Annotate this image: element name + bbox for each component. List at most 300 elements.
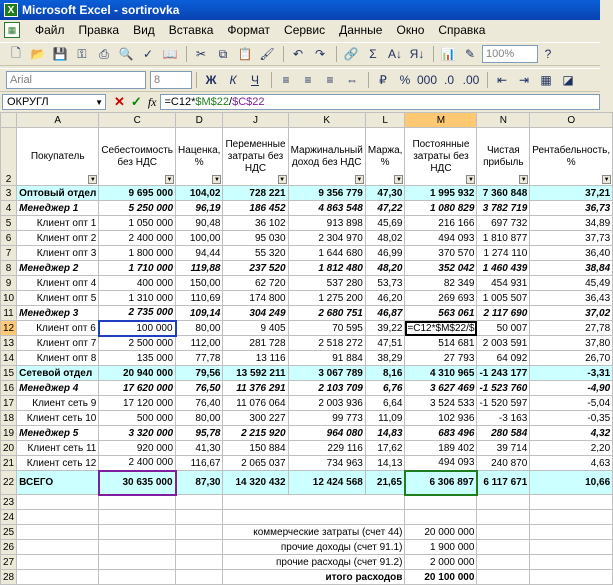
cell-margin-pct[interactable]: 47,22 (365, 201, 405, 216)
cell-net-profit[interactable]: 240 870 (477, 456, 530, 471)
cell-net-profit[interactable]: 697 732 (477, 216, 530, 231)
cell-margin-income[interactable]: 9 356 779 (288, 186, 365, 201)
cell-net-profit[interactable]: 2 117 690 (477, 306, 530, 321)
row-header[interactable]: 5 (1, 216, 17, 231)
cell-buyer[interactable]: Клиент сеть 9 (17, 396, 99, 411)
cell-empty[interactable] (99, 495, 176, 510)
merge-center-icon[interactable]: ⇔ (346, 73, 358, 87)
row-header[interactable]: 8 (1, 261, 17, 276)
cell-buyer[interactable]: Клиент сеть 11 (17, 441, 99, 456)
sort-descending-icon[interactable]: Я↓ (409, 47, 425, 61)
cell-cost[interactable]: 500 000 (99, 411, 176, 426)
filter-dropdown-icon[interactable]: ▼ (166, 177, 173, 183)
cell-profitability[interactable]: 4,32 (530, 426, 613, 441)
cell-margin-income[interactable]: 2 304 970 (288, 231, 365, 246)
menu-help[interactable]: Справка (438, 23, 486, 37)
summary-label[interactable] (223, 495, 405, 510)
column-header-l[interactable]: L (365, 113, 405, 128)
cell-markup[interactable]: 109,14 (176, 306, 223, 321)
increase-decimal-icon[interactable]: .0 (443, 73, 454, 87)
cell-empty[interactable] (477, 540, 530, 555)
row-header[interactable]: 15 (1, 366, 17, 381)
cell-profitability[interactable]: -4,90 (530, 381, 613, 396)
cell-empty[interactable] (176, 510, 223, 525)
cell-variable-costs[interactable]: 2 215 920 (223, 426, 288, 441)
cell-variable-costs[interactable]: 11 076 064 (223, 396, 288, 411)
row-header[interactable]: 26 (1, 540, 17, 555)
cell-buyer[interactable]: Менеджер 3 (17, 306, 99, 321)
column-header-m[interactable]: M (405, 113, 477, 128)
cell-buyer[interactable]: Менеджер 5 (17, 426, 99, 441)
cell-empty[interactable] (17, 495, 99, 510)
cell-fixed-costs[interactable]: 189 402 (405, 441, 477, 456)
cell-markup[interactable]: 150,00 (176, 276, 223, 291)
filter-dropdown-icon[interactable]: ▼ (213, 177, 220, 183)
cell-fixed-costs[interactable]: 102 936 (405, 411, 477, 426)
cell-markup[interactable]: 95,78 (176, 426, 223, 441)
percent-icon[interactable]: % (399, 73, 411, 87)
cell-net-profit[interactable]: 64 092 (477, 351, 530, 366)
chevron-down-icon[interactable]: ▼ (95, 97, 103, 107)
cell-margin-pct[interactable]: 46,99 (365, 246, 405, 261)
cell-margin-income[interactable]: 91 884 (288, 351, 365, 366)
cell-buyer[interactable]: Клиент опт 3 (17, 246, 99, 261)
paste-icon[interactable]: 📋 (237, 47, 253, 61)
cell-buyer[interactable]: ВСЕГО (17, 471, 99, 495)
cell-cost[interactable]: 2 400 000 (99, 231, 176, 246)
cell-empty[interactable] (99, 525, 176, 540)
cell-buyer[interactable]: Оптовый отдел (17, 186, 99, 201)
cell-net-profit[interactable]: 3 782 719 (477, 201, 530, 216)
row-header[interactable]: 9 (1, 276, 17, 291)
cell-net-profit[interactable]: -1 243 177 (477, 366, 530, 381)
column-header-j[interactable]: J (223, 113, 288, 128)
row-header[interactable]: 2 (1, 128, 17, 186)
row-header[interactable]: 28 (1, 570, 17, 585)
cell-markup[interactable]: 77,78 (176, 351, 223, 366)
workbook-icon[interactable]: ▦ (4, 22, 20, 38)
cell-fixed-costs[interactable]: 4 310 965 (405, 366, 477, 381)
cell-profitability[interactable]: 38,84 (530, 261, 613, 276)
cell-markup[interactable]: 41,30 (176, 441, 223, 456)
print-icon[interactable]: ⎙ (99, 46, 109, 61)
cell-fixed-costs[interactable]: 269 693 (405, 291, 477, 306)
cell-markup[interactable]: 80,00 (176, 321, 223, 336)
cell-net-profit[interactable]: -1 523 760 (477, 381, 530, 396)
filter-dropdown-icon[interactable]: ▼ (520, 177, 527, 183)
cell-margin-income[interactable]: 1 812 480 (288, 261, 365, 276)
cell-empty[interactable] (530, 540, 613, 555)
cell-fixed-costs[interactable]: 3 524 533 (405, 396, 477, 411)
help-icon[interactable]: ? (544, 47, 552, 61)
cell-empty[interactable] (176, 570, 223, 585)
cell-cost[interactable]: 20 940 000 (99, 366, 176, 381)
cell-cost[interactable]: 400 000 (99, 276, 176, 291)
cell-markup[interactable]: 79,56 (176, 366, 223, 381)
cell-fixed-costs[interactable]: 216 166 (405, 216, 477, 231)
cell-markup[interactable]: 110,69 (176, 291, 223, 306)
cell-empty[interactable] (477, 510, 530, 525)
new-icon[interactable]: 🗋 (11, 45, 21, 60)
italic-icon[interactable]: К (229, 73, 237, 87)
cell-net-profit[interactable]: 1 460 439 (477, 261, 530, 276)
menu-data[interactable]: Данные (339, 23, 383, 37)
undo-icon[interactable]: ↶ (292, 47, 304, 61)
cell-variable-costs[interactable]: 62 720 (223, 276, 288, 291)
cell-variable-costs[interactable]: 14 320 432 (223, 471, 288, 495)
filter-dropdown-icon[interactable]: ▼ (603, 177, 610, 183)
cell-net-profit[interactable]: 50 007 (477, 321, 530, 336)
row-header[interactable]: 16 (1, 381, 17, 396)
open-icon[interactable]: 📂 (30, 47, 46, 61)
spelling-icon[interactable]: ✓ (142, 47, 154, 61)
save-icon[interactable]: 💾 (52, 47, 68, 61)
cell-variable-costs[interactable]: 304 249 (223, 306, 288, 321)
cell-empty[interactable] (477, 525, 530, 540)
summary-value[interactable]: 1 900 000 (405, 540, 477, 555)
cell-margin-pct[interactable]: 39,22 (365, 321, 405, 336)
menu-file[interactable]: Файл (35, 23, 65, 37)
cell-profitability[interactable]: 27,78 (530, 321, 613, 336)
cell-profitability[interactable]: 37,80 (530, 336, 613, 351)
cell-buyer[interactable]: Менеджер 4 (17, 381, 99, 396)
cell-margin-income[interactable]: 3 067 789 (288, 366, 365, 381)
menu-window[interactable]: Окно (396, 23, 425, 37)
cell-profitability[interactable]: 36,43 (530, 291, 613, 306)
cell-margin-pct[interactable]: 14,83 (365, 426, 405, 441)
cell-profitability[interactable]: 2,20 (530, 441, 613, 456)
cell-cost[interactable]: 5 250 000 (99, 201, 176, 216)
cell-profitability[interactable]: 37,73 (530, 231, 613, 246)
cell-margin-income[interactable]: 1 275 200 (288, 291, 365, 306)
cell-cost[interactable]: 2 735 000 (99, 306, 176, 321)
cut-icon[interactable]: ✂ (195, 47, 207, 61)
enter-icon[interactable]: ✓ (130, 94, 142, 109)
cell-margin-income[interactable]: 2 103 709 (288, 381, 365, 396)
cell-margin-pct[interactable]: 17,62 (365, 441, 405, 456)
cell-empty[interactable] (477, 570, 530, 585)
cell-variable-costs[interactable]: 281 728 (223, 336, 288, 351)
summary-value[interactable] (405, 495, 477, 510)
cell-cost[interactable]: 3 320 000 (99, 426, 176, 441)
cell-buyer[interactable]: Клиент опт 2 (17, 231, 99, 246)
row-header[interactable]: 25 (1, 525, 17, 540)
cell-margin-income[interactable]: 2 680 751 (288, 306, 365, 321)
cell-margin-pct[interactable]: 11,09 (365, 411, 405, 426)
align-right-icon[interactable]: ≡ (326, 73, 334, 87)
cell-margin-income[interactable]: 4 863 548 (288, 201, 365, 216)
cell-markup[interactable]: 116,67 (176, 456, 223, 471)
row-header[interactable]: 3 (1, 186, 17, 201)
cell-markup[interactable]: 112,00 (176, 336, 223, 351)
cell-fixed-costs[interactable]: =C12*$M$22/$ (405, 321, 477, 336)
cell-buyer[interactable]: Клиент сеть 10 (17, 411, 99, 426)
chart-wizard-icon[interactable]: 📊 (440, 47, 456, 61)
row-header[interactable]: 4 (1, 201, 17, 216)
menu-view[interactable]: Вид (133, 23, 155, 37)
cell-markup[interactable]: 80,00 (176, 411, 223, 426)
format-painter-icon[interactable]: 🖌 (259, 47, 275, 61)
row-header[interactable]: 14 (1, 351, 17, 366)
cell-fixed-costs[interactable]: 514 681 (405, 336, 477, 351)
column-header-o[interactable]: O (530, 113, 613, 128)
cell-buyer[interactable]: Клиент опт 1 (17, 216, 99, 231)
menu-insert[interactable]: Вставка (168, 23, 214, 37)
underline-icon[interactable]: Ч (251, 73, 259, 87)
cell-margin-pct[interactable]: 46,87 (365, 306, 405, 321)
summary-label[interactable]: прочие доходы (счет 91.1) (223, 540, 405, 555)
bold-icon[interactable]: Ж (205, 73, 217, 87)
formula-input[interactable] (160, 94, 600, 110)
cell-empty[interactable] (176, 495, 223, 510)
cell-variable-costs[interactable]: 150 884 (223, 441, 288, 456)
cell-markup[interactable]: 76,40 (176, 396, 223, 411)
cell-empty[interactable] (530, 555, 613, 570)
summary-value[interactable]: 20 100 000 (405, 570, 477, 585)
cell-profitability[interactable]: 37,02 (530, 306, 613, 321)
cell-variable-costs[interactable]: 728 221 (223, 186, 288, 201)
cell-markup[interactable]: 76,50 (176, 381, 223, 396)
cell-buyer[interactable]: Клиент опт 7 (17, 336, 99, 351)
cell-buyer[interactable]: Клиент опт 8 (17, 351, 99, 366)
summary-label[interactable] (223, 510, 405, 525)
cell-net-profit[interactable]: 1 810 877 (477, 231, 530, 246)
cell-cost[interactable]: 135 000 (99, 351, 176, 366)
summary-label[interactable]: прочие расходы (счет 91.2) (223, 555, 405, 570)
cell-margin-income[interactable]: 70 595 (288, 321, 365, 336)
row-header[interactable]: 12 (1, 321, 17, 336)
cell-net-profit[interactable]: 6 117 671 (477, 471, 530, 495)
cell-variable-costs[interactable]: 13 116 (223, 351, 288, 366)
cell-empty[interactable] (530, 570, 613, 585)
font-name-select[interactable]: Arial (6, 71, 146, 89)
cell-margin-income[interactable]: 537 280 (288, 276, 365, 291)
cell-margin-pct[interactable]: 53,73 (365, 276, 405, 291)
cell-empty[interactable] (17, 525, 99, 540)
hyperlink-icon[interactable]: 🔗 (343, 47, 359, 61)
cell-variable-costs[interactable]: 13 592 211 (223, 366, 288, 381)
cell-empty[interactable] (99, 540, 176, 555)
cell-buyer[interactable]: Клиент опт 5 (17, 291, 99, 306)
filter-dropdown-icon[interactable]: ▼ (467, 177, 474, 183)
row-header[interactable]: 21 (1, 456, 17, 471)
row-header[interactable]: 6 (1, 231, 17, 246)
summary-label[interactable]: коммерческие затраты (счет 44) (223, 525, 405, 540)
redo-icon[interactable]: ↷ (314, 47, 326, 61)
cell-margin-income[interactable]: 229 116 (288, 441, 365, 456)
cell-net-profit[interactable]: 2 003 591 (477, 336, 530, 351)
cell-variable-costs[interactable]: 95 030 (223, 231, 288, 246)
cell-cost[interactable]: 2 500 000 (99, 336, 176, 351)
borders-icon[interactable]: ▦ (540, 73, 552, 87)
cell-variable-costs[interactable]: 11 376 291 (223, 381, 288, 396)
row-header[interactable]: 24 (1, 510, 17, 525)
cell-margin-income[interactable]: 964 080 (288, 426, 365, 441)
cell-net-profit[interactable]: 1 274 110 (477, 246, 530, 261)
column-header-c[interactable]: C (99, 113, 176, 128)
cell-margin-income[interactable]: 12 424 568 (288, 471, 365, 495)
cell-margin-pct[interactable]: 46,20 (365, 291, 405, 306)
column-header-n[interactable]: N (477, 113, 530, 128)
cell-fixed-costs[interactable]: 82 349 (405, 276, 477, 291)
cell-fixed-costs[interactable]: 683 496 (405, 426, 477, 441)
cell-empty[interactable] (176, 525, 223, 540)
cell-profitability[interactable]: 10,66 (530, 471, 613, 495)
align-center-icon[interactable]: ≡ (304, 73, 312, 87)
row-header[interactable]: 23 (1, 495, 17, 510)
summary-value[interactable] (405, 510, 477, 525)
cell-variable-costs[interactable]: 186 452 (223, 201, 288, 216)
print-preview-icon[interactable]: 🔍 (118, 47, 134, 61)
cell-fixed-costs[interactable]: 494 093 (405, 456, 477, 471)
cell-margin-pct[interactable]: 47,30 (365, 186, 405, 201)
select-all-corner[interactable] (1, 113, 17, 128)
menu-edit[interactable]: Правка (78, 23, 120, 37)
cell-profitability[interactable]: -3,31 (530, 366, 613, 381)
cell-variable-costs[interactable]: 9 405 (223, 321, 288, 336)
filter-dropdown-icon[interactable]: ▼ (279, 177, 286, 183)
cell-fixed-costs[interactable]: 494 093 (405, 231, 477, 246)
cell-margin-pct[interactable]: 14,13 (365, 456, 405, 471)
row-header[interactable]: 7 (1, 246, 17, 261)
align-left-icon[interactable]: ≡ (282, 73, 290, 87)
permission-icon[interactable]: ⚿ (77, 46, 87, 61)
cell-cost[interactable]: 9 695 000 (99, 186, 176, 201)
filter-dropdown-icon[interactable]: ▼ (395, 177, 402, 183)
cell-markup[interactable]: 96,19 (176, 201, 223, 216)
decrease-indent-icon[interactable]: ⇤ (496, 73, 508, 87)
cell-net-profit[interactable]: 1 005 507 (477, 291, 530, 306)
cell-profitability[interactable]: -0,35 (530, 411, 613, 426)
cell-empty[interactable] (530, 510, 613, 525)
cell-margin-pct[interactable]: 47,51 (365, 336, 405, 351)
row-header[interactable]: 27 (1, 555, 17, 570)
row-header[interactable]: 17 (1, 396, 17, 411)
menu-tools[interactable]: Сервис (284, 23, 326, 37)
cell-markup[interactable]: 87,30 (176, 471, 223, 495)
cell-margin-income[interactable]: 2 003 936 (288, 396, 365, 411)
row-header[interactable]: 18 (1, 411, 17, 426)
decrease-decimal-icon[interactable]: .00 (462, 73, 480, 87)
summary-label[interactable]: итого расходов (223, 570, 405, 585)
cell-buyer[interactable]: Клиент опт 6 (17, 321, 99, 336)
cell-fixed-costs[interactable]: 370 570 (405, 246, 477, 261)
cell-markup[interactable]: 104,02 (176, 186, 223, 201)
cell-net-profit[interactable]: 280 584 (477, 426, 530, 441)
cell-empty[interactable] (530, 525, 613, 540)
column-header-d[interactable]: D (176, 113, 223, 128)
cell-empty[interactable] (99, 555, 176, 570)
row-header[interactable]: 19 (1, 426, 17, 441)
name-box[interactable] (2, 94, 106, 110)
cell-profitability[interactable]: 4,63 (530, 456, 613, 471)
cell-empty[interactable] (17, 570, 99, 585)
cell-cost[interactable]: 30 635 000 (99, 471, 176, 495)
row-header[interactable]: 22 (1, 471, 17, 495)
cell-fixed-costs[interactable]: 563 061 (405, 306, 477, 321)
cell-net-profit[interactable]: 7 360 848 (477, 186, 530, 201)
cell-profitability[interactable]: -5,04 (530, 396, 613, 411)
cell-cost[interactable]: 2 400 000 (99, 456, 176, 471)
filter-dropdown-icon[interactable]: ▼ (356, 177, 363, 183)
cell-markup[interactable]: 119,88 (176, 261, 223, 276)
row-header[interactable]: 13 (1, 336, 17, 351)
cell-fixed-costs[interactable]: 6 306 897 (405, 471, 477, 495)
cancel-icon[interactable]: ✕ (114, 94, 125, 109)
cell-cost[interactable]: 17 120 000 (99, 396, 176, 411)
cell-margin-pct[interactable]: 8,16 (365, 366, 405, 381)
cell-variable-costs[interactable]: 36 102 (223, 216, 288, 231)
copy-icon[interactable]: ⧉ (218, 46, 228, 61)
cell-variable-costs[interactable]: 237 520 (223, 261, 288, 276)
cell-cost[interactable]: 1 050 000 (99, 216, 176, 231)
cell-profitability[interactable]: 36,73 (530, 201, 613, 216)
cell-margin-pct[interactable]: 6,76 (365, 381, 405, 396)
currency-icon[interactable]: ₽ (379, 73, 387, 87)
menu-format[interactable]: Формат (227, 23, 271, 37)
cell-empty[interactable] (477, 495, 530, 510)
fill-color-icon[interactable]: ◪ (562, 73, 574, 87)
cell-buyer[interactable]: Клиент сеть 12 (17, 456, 99, 471)
cell-variable-costs[interactable]: 55 320 (223, 246, 288, 261)
drawing-icon[interactable]: ✎ (464, 47, 476, 61)
cell-margin-income[interactable]: 99 773 (288, 411, 365, 426)
cell-markup[interactable]: 90,48 (176, 216, 223, 231)
sort-ascending-icon[interactable]: A↓ (387, 47, 402, 61)
summary-value[interactable]: 20 000 000 (405, 525, 477, 540)
cell-margin-pct[interactable]: 21,65 (365, 471, 405, 495)
cell-fixed-costs[interactable]: 3 627 469 (405, 381, 477, 396)
cell-buyer[interactable]: Менеджер 1 (17, 201, 99, 216)
cell-fixed-costs[interactable]: 352 042 (405, 261, 477, 276)
cell-cost[interactable]: 1 310 000 (99, 291, 176, 306)
cell-margin-pct[interactable]: 38,29 (365, 351, 405, 366)
cell-variable-costs[interactable]: 2 065 037 (223, 456, 288, 471)
cell-margin-income[interactable]: 734 963 (288, 456, 365, 471)
cell-cost[interactable]: 1 710 000 (99, 261, 176, 276)
row-header[interactable]: 10 (1, 291, 17, 306)
cell-margin-income[interactable]: 1 644 680 (288, 246, 365, 261)
cell-cost[interactable]: 920 000 (99, 441, 176, 456)
cell-empty[interactable] (530, 495, 613, 510)
cell-profitability[interactable]: 26,70 (530, 351, 613, 366)
cell-net-profit[interactable]: 454 931 (477, 276, 530, 291)
cell-cost[interactable]: 17 620 000 (99, 381, 176, 396)
cell-fixed-costs[interactable]: 1 080 829 (405, 201, 477, 216)
row-header[interactable]: 20 (1, 441, 17, 456)
row-header[interactable]: 11 (1, 306, 17, 321)
thousands-icon[interactable]: 000 (416, 73, 438, 87)
cell-empty[interactable] (17, 540, 99, 555)
cell-margin-pct[interactable]: 48,02 (365, 231, 405, 246)
cell-buyer[interactable]: Сетевой отдел (17, 366, 99, 381)
cell-net-profit[interactable]: -1 520 597 (477, 396, 530, 411)
insert-function-icon[interactable]: fx (147, 94, 157, 109)
cell-buyer[interactable]: Клиент опт 4 (17, 276, 99, 291)
cell-fixed-costs[interactable]: 27 793 (405, 351, 477, 366)
cell-buyer[interactable]: Менеджер 2 (17, 261, 99, 276)
cell-markup[interactable]: 100,00 (176, 231, 223, 246)
cell-empty[interactable] (99, 510, 176, 525)
cell-margin-pct[interactable]: 45,69 (365, 216, 405, 231)
cell-margin-pct[interactable]: 48,20 (365, 261, 405, 276)
cell-empty[interactable] (176, 555, 223, 570)
font-size-select[interactable]: 8 (150, 71, 192, 89)
column-header-k[interactable]: K (288, 113, 365, 128)
cell-empty[interactable] (176, 540, 223, 555)
cell-net-profit[interactable]: 39 714 (477, 441, 530, 456)
cell-margin-income[interactable]: 2 518 272 (288, 336, 365, 351)
